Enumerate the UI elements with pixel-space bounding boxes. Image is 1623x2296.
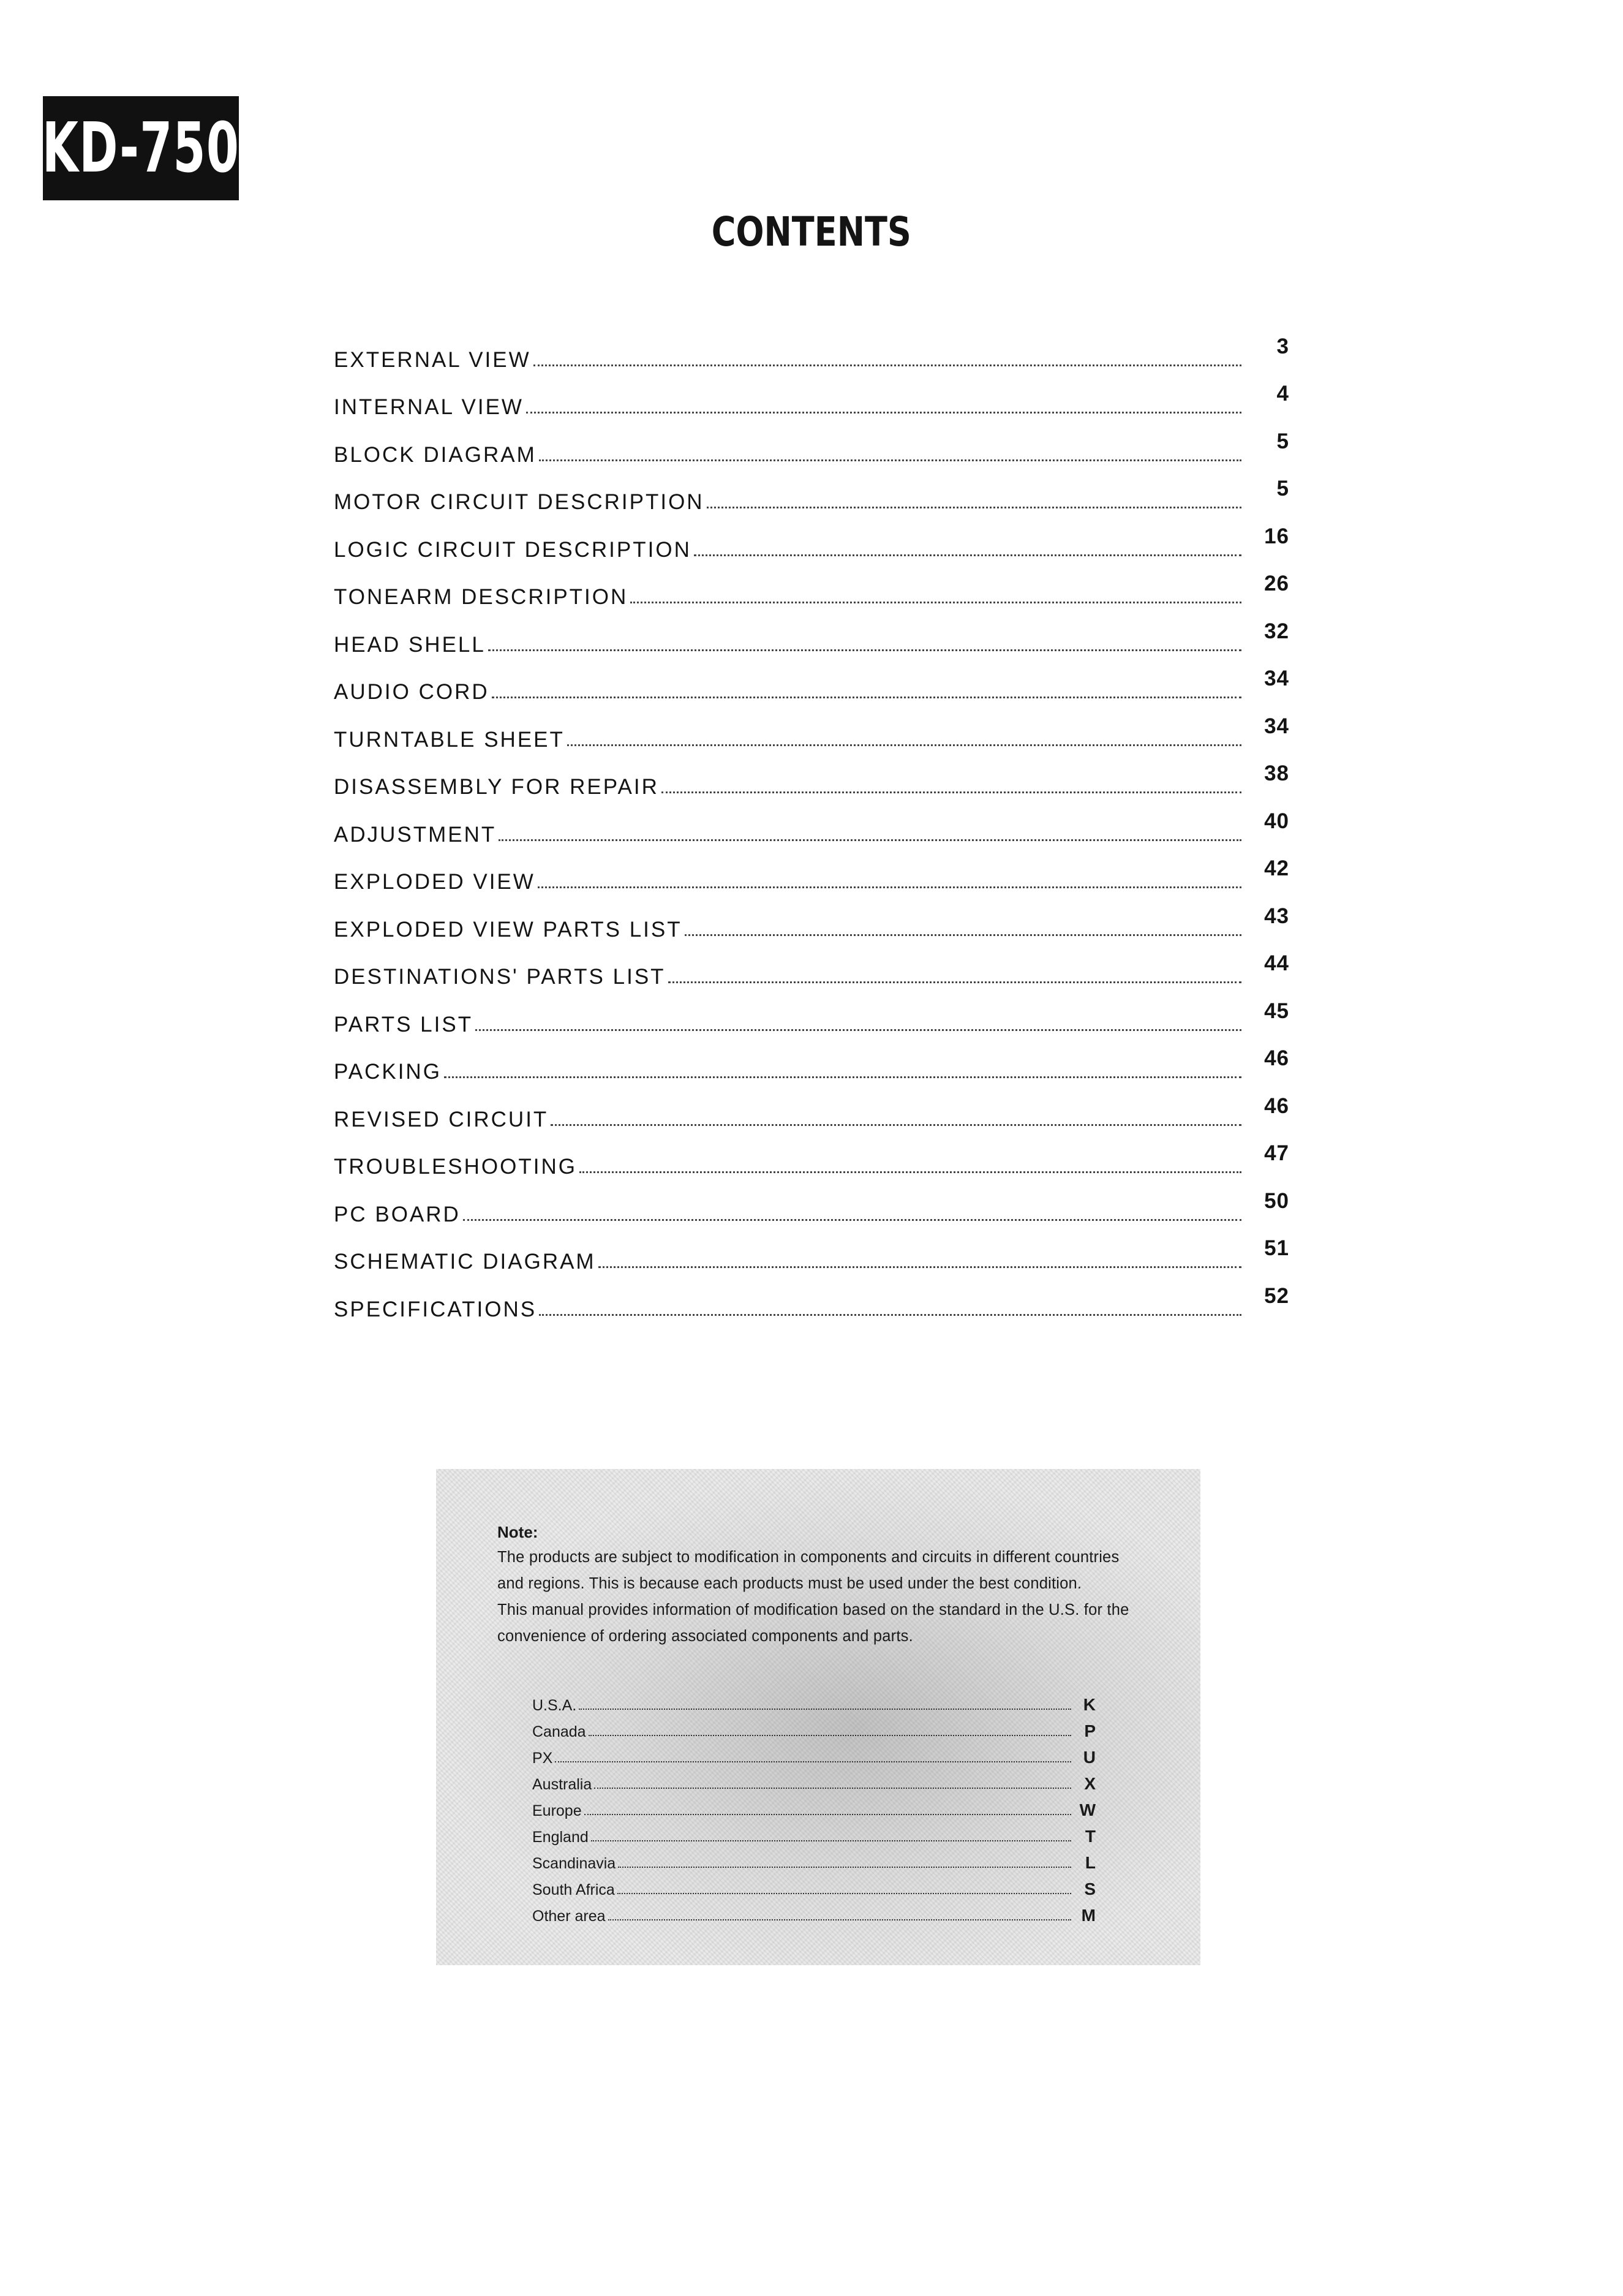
dot-leader [579, 1171, 1241, 1173]
toc-page-number: 40 [1264, 809, 1289, 833]
destination-name: South Africa [532, 1881, 615, 1898]
destination-code: P [1084, 1721, 1096, 1740]
destination-row [532, 1794, 1096, 1820]
dot-leader [707, 506, 1241, 508]
destination-code: T [1085, 1827, 1096, 1846]
table-of-contents [334, 325, 1289, 1322]
toc-label: EXTERNAL VIEW [334, 347, 531, 372]
dot-leader [444, 1076, 1241, 1078]
note-paragraph: This manual provides information of modification based on the standard in the U.S. for the convenience of ordering associated components and parts. [497, 1601, 1129, 1645]
destination-name: Other area [532, 1908, 606, 1925]
toc-row [334, 467, 1289, 515]
toc-page-number: 5 [1276, 477, 1289, 500]
destination-row [532, 1767, 1096, 1794]
toc-label: AUDIO CORD [334, 680, 489, 704]
model-badge [43, 96, 239, 200]
toc-row [334, 325, 1289, 372]
dot-leader [475, 1029, 1241, 1031]
dot-leader [589, 1734, 1071, 1736]
dot-leader [567, 744, 1241, 746]
toc-label: INTERNAL VIEW [334, 395, 524, 419]
destination-name: Australia [532, 1776, 592, 1793]
toc-page-number: 50 [1264, 1188, 1289, 1213]
model-number: KD-750 [42, 108, 240, 188]
toc-label: SPECIFICATIONS [334, 1297, 537, 1321]
toc-row [334, 1227, 1289, 1275]
toc-row [334, 657, 1289, 705]
dot-leader [539, 1313, 1241, 1316]
destination-row [532, 1846, 1096, 1873]
destination-row [532, 1741, 1096, 1767]
toc-label: EXPLODED VIEW PARTS LIST [334, 917, 682, 942]
dot-leader [584, 1813, 1071, 1815]
note-paragraph: The products are subject to modification in components and circuits in different countries and regions. This is because each products must be used under the best condition. [497, 1549, 1120, 1592]
destination-row [532, 1899, 1096, 1925]
toc-row [334, 610, 1289, 657]
destination-code: K [1083, 1695, 1096, 1714]
toc-row [334, 1179, 1289, 1227]
toc-label: SCHEMATIC DIAGRAM [334, 1250, 596, 1274]
destination-name: PX [532, 1750, 553, 1767]
toc-row [334, 562, 1289, 610]
destination-code: S [1084, 1879, 1096, 1898]
note-box [436, 1469, 1200, 1965]
toc-label: EXPLODED VIEW [334, 870, 535, 894]
toc-page-number: 44 [1264, 951, 1289, 975]
dot-leader [488, 649, 1241, 651]
destination-code: U [1083, 1748, 1096, 1767]
toc-label: DESTINATIONS' PARTS LIST [334, 965, 666, 989]
toc-label: PC BOARD [334, 1202, 461, 1226]
page-title: CONTENTS [711, 208, 912, 255]
toc-label: LOGIC CIRCUIT DESCRIPTION [334, 537, 691, 562]
toc-page-number: 16 [1264, 524, 1289, 548]
toc-row [334, 989, 1289, 1037]
toc-row [334, 420, 1289, 467]
toc-row [334, 1084, 1289, 1132]
toc-row [334, 704, 1289, 752]
toc-page-number: 46 [1264, 1046, 1289, 1070]
dot-leader [668, 981, 1241, 983]
toc-label: DISASSEMBLY FOR REPAIR [334, 775, 659, 799]
destination-name: Europe [532, 1802, 582, 1819]
toc-page-number: 3 [1276, 334, 1289, 358]
toc-page-number: 52 [1264, 1283, 1289, 1308]
dot-leader [499, 839, 1241, 841]
toc-label: PACKING [334, 1060, 442, 1084]
dot-leader [551, 1123, 1241, 1126]
toc-label: HEAD SHELL [334, 632, 486, 657]
toc-label: TROUBLESHOOTING [334, 1155, 577, 1179]
toc-row [334, 1037, 1289, 1085]
toc-label: TURNTABLE SHEET [334, 727, 565, 752]
dot-leader [598, 1266, 1241, 1268]
destination-code: L [1085, 1853, 1096, 1872]
destination-row [532, 1820, 1096, 1846]
dot-leader [463, 1218, 1241, 1221]
dot-leader [492, 696, 1241, 698]
dot-leader [533, 364, 1241, 366]
toc-label: ADJUSTMENT [334, 822, 497, 847]
toc-label: PARTS LIST [334, 1012, 473, 1037]
toc-row [334, 752, 1289, 800]
destination-name: England [532, 1829, 589, 1846]
destination-name: Scandinavia [532, 1855, 616, 1872]
dot-leader [685, 934, 1241, 936]
destination-row [532, 1873, 1096, 1899]
destination-row [532, 1688, 1096, 1715]
toc-page-number: 34 [1264, 714, 1289, 738]
dot-leader [694, 554, 1241, 556]
toc-page-number: 47 [1264, 1141, 1289, 1165]
toc-page-number: 26 [1264, 572, 1289, 595]
note-heading: Note: [497, 1523, 538, 1541]
dot-leader [538, 886, 1241, 888]
dot-leader [555, 1761, 1071, 1762]
toc-page-number: 46 [1264, 1093, 1289, 1118]
toc-row [334, 515, 1289, 562]
toc-label: MOTOR CIRCUIT DESCRIPTION [334, 490, 704, 514]
dot-leader [630, 601, 1241, 603]
toc-page-number: 4 [1276, 382, 1289, 406]
destination-code: M [1081, 1906, 1096, 1925]
dot-leader [526, 411, 1241, 414]
toc-page-number: 5 [1276, 429, 1289, 453]
toc-row [334, 942, 1289, 990]
note-text [497, 1523, 1147, 1650]
toc-label: TONEARM DESCRIPTION [334, 585, 628, 609]
toc-page-number: 34 [1264, 667, 1289, 690]
destination-code: W [1079, 1800, 1096, 1819]
toc-page-number: 38 [1264, 761, 1289, 785]
toc-page-number: 32 [1264, 619, 1289, 643]
toc-row [334, 799, 1289, 847]
dot-leader [594, 1787, 1071, 1789]
destination-list [532, 1688, 1096, 1925]
dot-leader [661, 791, 1241, 793]
toc-page-number: 45 [1264, 999, 1289, 1023]
toc-row [334, 1274, 1289, 1322]
dot-leader [618, 1866, 1071, 1868]
toc-row [334, 894, 1289, 942]
toc-row [334, 372, 1289, 420]
toc-label: REVISED CIRCUIT [334, 1107, 549, 1131]
dot-leader [608, 1919, 1071, 1920]
dot-leader [617, 1892, 1071, 1894]
destination-code: X [1084, 1774, 1096, 1793]
toc-page-number: 51 [1264, 1236, 1289, 1260]
destination-name: U.S.A. [532, 1697, 577, 1714]
dot-leader [579, 1708, 1071, 1710]
toc-label: BLOCK DIAGRAM [334, 442, 537, 467]
destination-name: Canada [532, 1723, 586, 1740]
toc-row [334, 847, 1289, 895]
toc-page-number: 42 [1264, 856, 1289, 880]
toc-row [334, 1132, 1289, 1180]
dot-leader [591, 1840, 1071, 1841]
toc-page-number: 43 [1264, 904, 1289, 928]
destination-row [532, 1715, 1096, 1741]
dot-leader [539, 459, 1241, 461]
